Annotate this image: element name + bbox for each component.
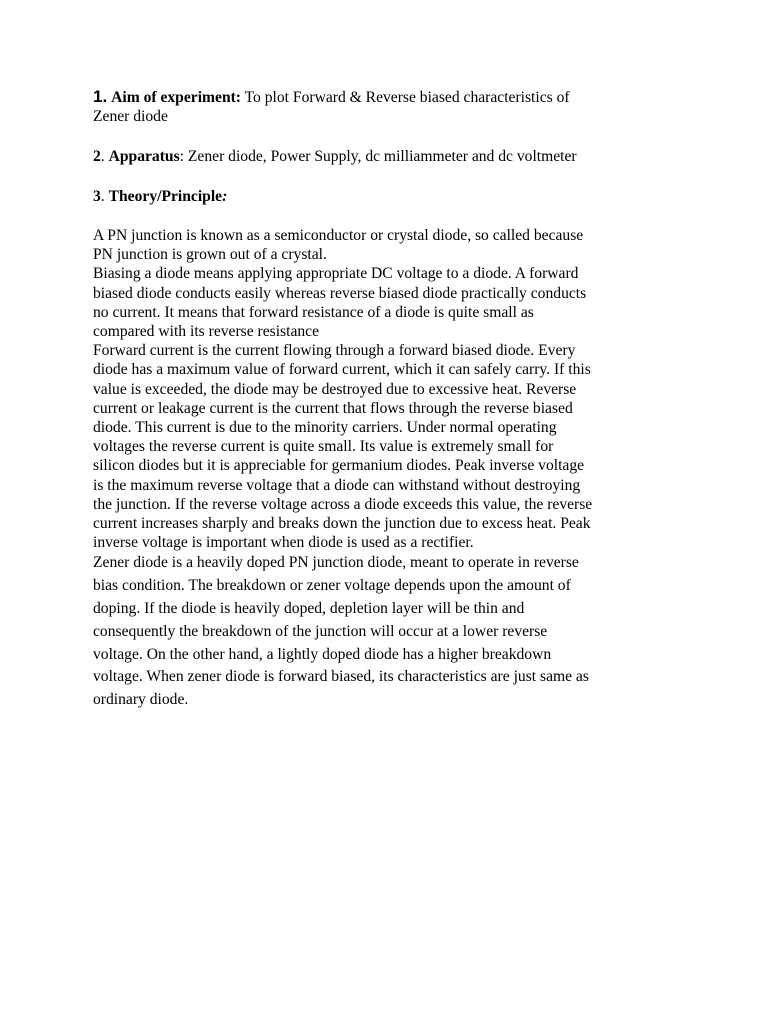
body-line: inverse voltage is important when diode is used as a rectifier. bbox=[93, 534, 474, 552]
body-line: is the maximum reverse voltage that a diode can withstand without destroying bbox=[93, 476, 581, 494]
aim-heading-line bbox=[93, 87, 683, 107]
body-line: Forward current is the current flowing through a forward biased diode. Every bbox=[93, 342, 576, 360]
body-line: no current. It means that forward resistance of a diode is quite small as bbox=[93, 303, 534, 321]
aim-number: 1. bbox=[93, 87, 108, 106]
body-line: current increases sharply and breaks down the junction due to excess heat. Peak bbox=[93, 515, 591, 533]
apparatus-line bbox=[93, 147, 683, 166]
zener-line: doping. If the diode is heavily doped, depletion layer will be thin and bbox=[93, 600, 525, 618]
body-line: voltages the reverse current is quite small. Its value is extremely small for bbox=[93, 438, 554, 456]
body-line: the junction. If the reverse voltage across a diode exceeds this value, the reverse bbox=[93, 495, 593, 513]
body-line: diode has a maximum value of forward current, which it can safely carry. If this bbox=[93, 361, 591, 379]
body-line: current or leakage current is the current that flows through the reverse biased bbox=[93, 399, 573, 417]
body-line: A PN junction is known as a semiconductor or crystal diode, so called because bbox=[93, 227, 584, 244]
zener-line: voltage. When zener diode is forward biased, its characteristics are just same as bbox=[93, 668, 589, 686]
theory-colon: : bbox=[222, 188, 228, 205]
body-line: silicon diodes but it is appreciable for germanium diodes. Peak inverse voltage bbox=[93, 457, 585, 475]
zener-line: ordinary diode. bbox=[93, 691, 189, 709]
body-line: PN junction is grown out of a crystal. bbox=[93, 246, 327, 264]
theory-heading-line bbox=[93, 187, 683, 206]
zener-paragraph bbox=[93, 552, 683, 712]
aim-text-line1: To plot Forward & Reverse biased characteristics of bbox=[244, 89, 570, 106]
theory-number: 3 bbox=[93, 188, 101, 205]
theory-sep: . bbox=[100, 188, 105, 205]
apparatus-sep: . bbox=[100, 148, 105, 165]
zener-line: bias condition. The breakdown or zener voltage depends upon the amount of bbox=[93, 577, 571, 595]
zener-line: consequently the breakdown of the junction will occur at a lower reverse bbox=[93, 622, 548, 640]
theory-label: Theory/Principle bbox=[108, 188, 223, 205]
theory-paragraphs bbox=[93, 226, 683, 552]
apparatus-text: : Zener diode, Power Supply, dc milliammeter and dc voltmeter bbox=[179, 148, 577, 165]
zener-line: voltage. On the other hand, a lightly doped diode has a higher breakdown bbox=[93, 645, 552, 663]
body-line: biased diode conducts easily whereas reverse biased diode practically conducts bbox=[93, 284, 587, 302]
body-line: Biasing a diode means applying appropriate DC voltage to a diode. A forward bbox=[93, 265, 579, 283]
apparatus-label: Apparatus bbox=[108, 148, 180, 165]
apparatus-section bbox=[93, 147, 683, 166]
aim-label: Aim of experiment: bbox=[111, 89, 241, 106]
body-line: diode. This current is due to the minority carriers. Under normal operating bbox=[93, 419, 557, 437]
apparatus-number: 2 bbox=[93, 148, 101, 165]
body-line: value is exceeded, the diode may be destroyed due to excessive heat. Reverse bbox=[93, 380, 577, 398]
zener-line: Zener diode is a heavily doped PN junction diode, meant to operate in reverse bbox=[93, 554, 579, 572]
theory-heading bbox=[93, 187, 683, 206]
body-line: compared with its reverse resistance bbox=[93, 323, 320, 341]
aim-section bbox=[93, 87, 683, 126]
aim-text-line2: Zener diode bbox=[93, 108, 168, 125]
theory-body bbox=[93, 226, 683, 712]
